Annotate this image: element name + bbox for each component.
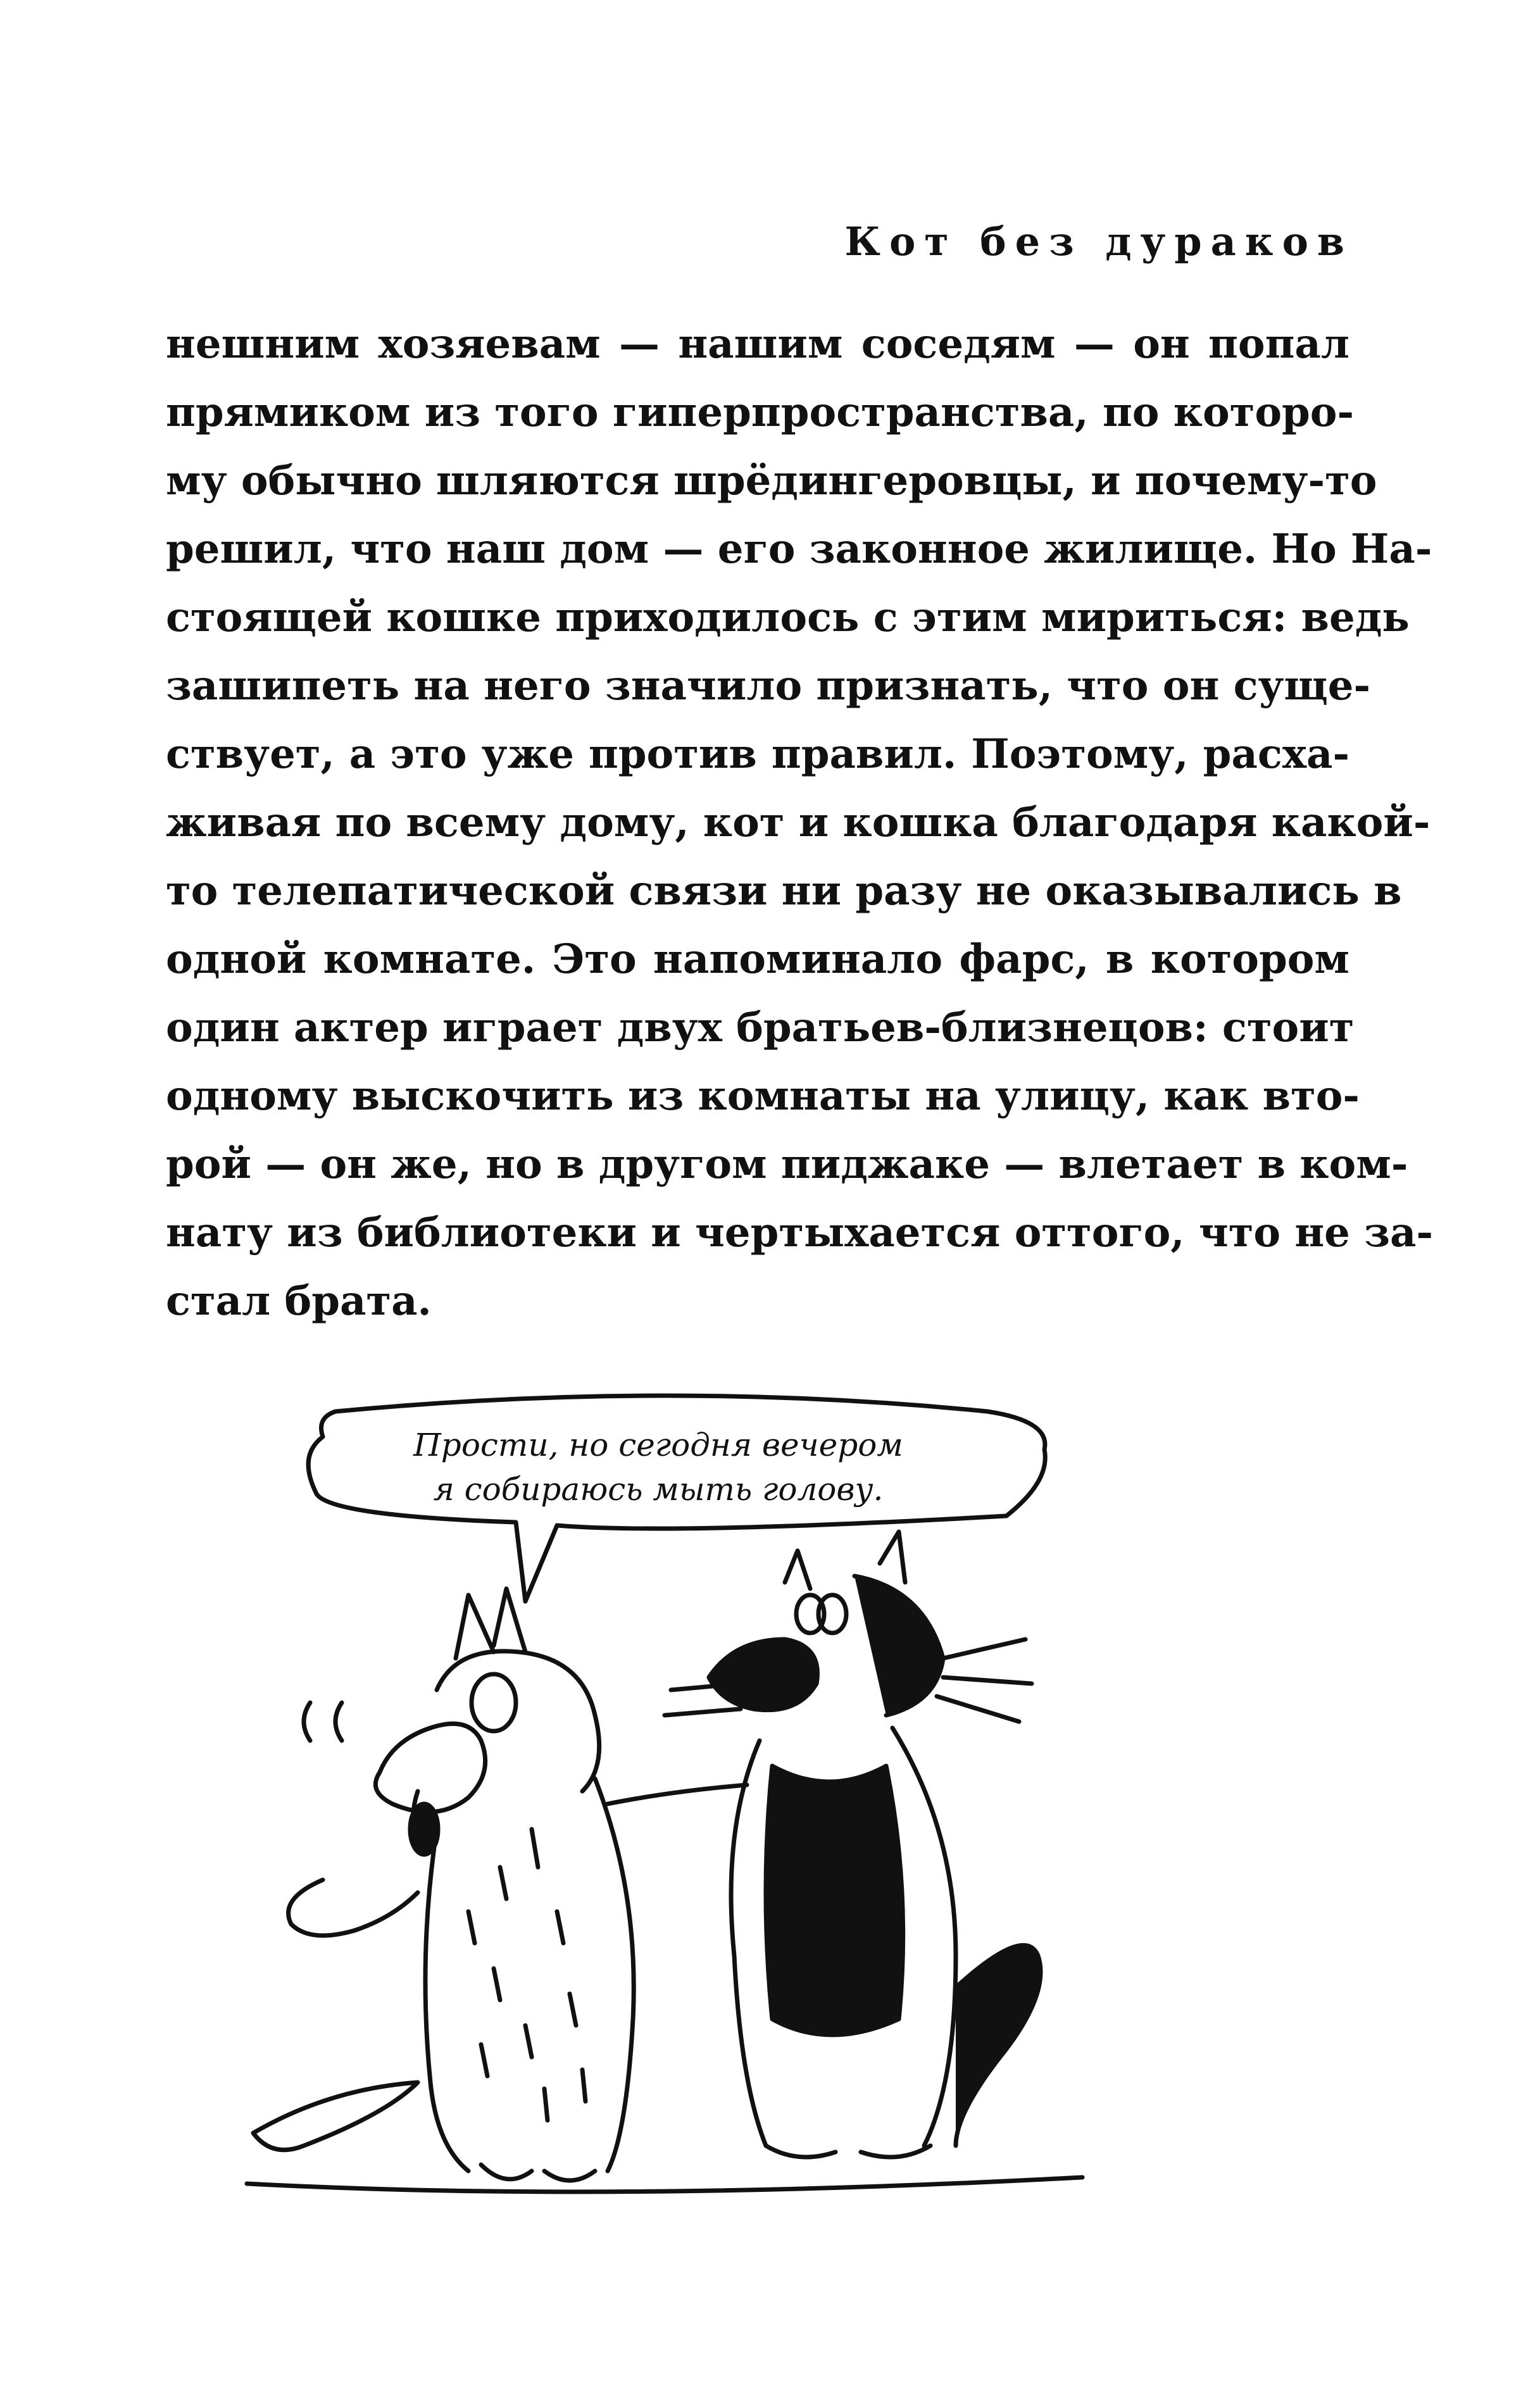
cartoon-illustration — [228, 1386, 1380, 2260]
text-line: решил, что наш дом — его законное жилище. Но На- — [166, 525, 1432, 573]
fluffy-cat — [253, 1589, 634, 2180]
speech-bubble-line-1: Прости, но сегодня вечером — [413, 1427, 903, 1463]
running-head: Кот без дураков — [844, 218, 1353, 265]
text-line: нешним хозяевам — нашим соседям — он попал — [166, 320, 1349, 368]
text-line: один актер играет двух братьев-близнецов: стоит — [166, 1004, 1355, 1051]
text-line: рой — он же, но в другом пиджаке — влетает в ком- — [166, 1141, 1408, 1188]
text-line: живая по всему дому, кот и кошка благодаря какой- — [166, 799, 1430, 846]
text-line: зашипеть на него значило признать, что он суще- — [166, 662, 1371, 710]
text-line: стоящей кошке приходилось с этим мириться: ведь — [166, 594, 1410, 641]
ground-line — [247, 2177, 1082, 2192]
black-cat — [608, 1532, 1041, 2157]
text-line: нату из библиотеки и чертыхается оттого, что не за- — [166, 1209, 1434, 1256]
cartoon-cats-drawing — [228, 1386, 1380, 2260]
speech-bubble-line-2: я собираюсь мыть голову. — [433, 1471, 884, 1508]
text-line: стал брата. — [166, 1277, 432, 1325]
text-line: прямиком из того гиперпространства, по которо- — [166, 389, 1354, 436]
body-paragraph — [166, 310, 1434, 1336]
text-line: одному выскочить из комнаты на улицу, как вто- — [166, 1072, 1360, 1120]
text-line: му обычно шляются шрёдингеровцы, и почему-то — [166, 457, 1377, 504]
text-line: одной комнате. Это напоминало фарс, в котором — [166, 935, 1349, 983]
text-line: ствует, а это уже против правил. Поэтому, расха- — [166, 730, 1349, 778]
text-line: то телепатической связи ни разу не оказывались в — [166, 867, 1402, 915]
